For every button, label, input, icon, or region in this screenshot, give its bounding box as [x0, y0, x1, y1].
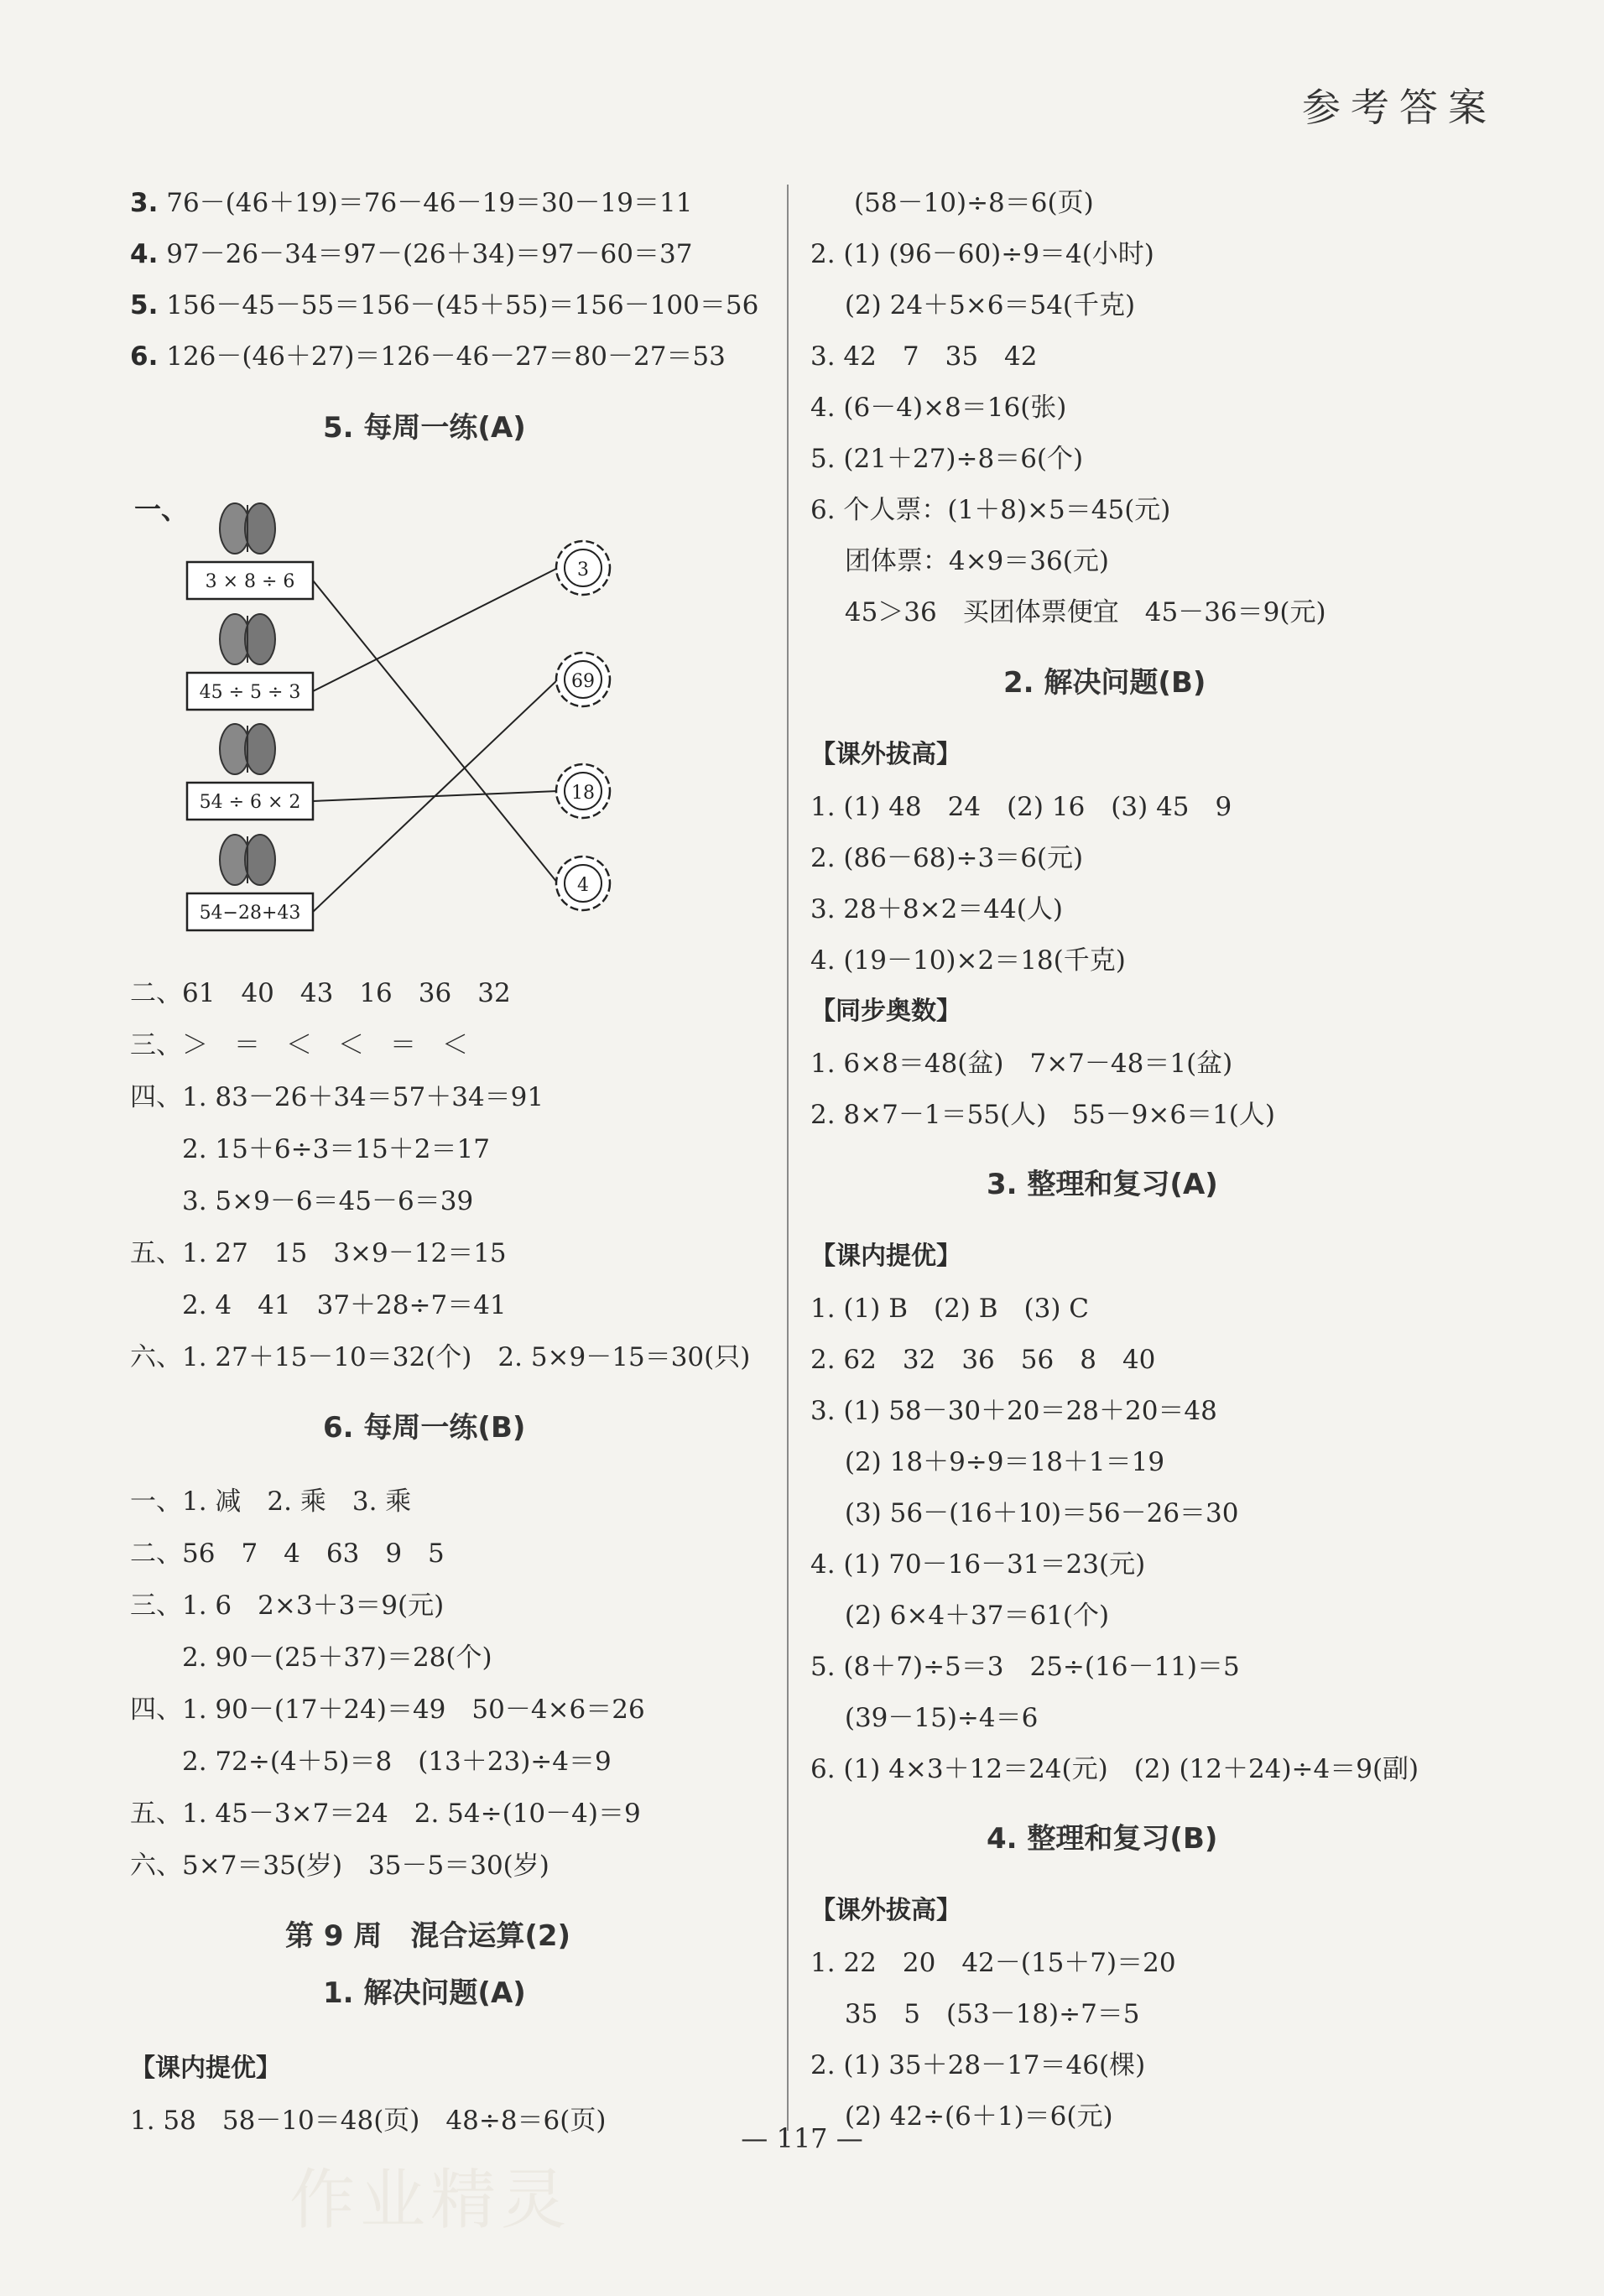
- answer-line: 三、1. 6 2×3＋3＝9(元): [130, 1591, 445, 1621]
- answer-line: 2. 90－(25＋37)＝28(个): [130, 1643, 492, 1673]
- answer-line: (39－15)÷4＝6: [810, 1703, 1039, 1733]
- bracket-heading: 【课内提优】: [810, 1242, 961, 1271]
- diagram-label: 一、: [134, 495, 189, 525]
- answer-line: 五、1. 27 15 3×9－12＝15: [130, 1238, 507, 1268]
- answer-line: 五、1. 45－3×7＝24 2. 54÷(10－4)＝9: [130, 1799, 641, 1829]
- page-number: — 117 —: [741, 2122, 863, 2154]
- butterfly-icon: [220, 503, 275, 554]
- answer-line: 二、61 40 43 16 36 32: [130, 978, 511, 1008]
- answer-line: 1. 22 20 42－(15＋7)＝20: [810, 1948, 1176, 1978]
- answer-line: 5. (21＋27)÷8＝6(个): [810, 444, 1084, 474]
- answer-line: 6. 126－(46＋27)＝126－46－27＝80－27＝53: [130, 341, 726, 372]
- page-tag: 参考答案: [1302, 85, 1497, 130]
- column-divider: [787, 185, 789, 2131]
- answer-line: 3. 42 7 35 42: [810, 341, 1038, 372]
- answer-line: 1. (1) 48 24 (2) 16 (3) 45 9: [810, 792, 1232, 822]
- section-heading: 3. 整理和复习(A): [987, 1168, 1218, 1201]
- flower-value: 18: [571, 783, 595, 804]
- answer-line: 3. 5×9－6＝45－6＝39: [130, 1186, 474, 1216]
- flower-icon: [556, 653, 610, 706]
- answer-line: 1. (1) B (2) B (3) C: [810, 1294, 1090, 1324]
- answer-line: 2. 62 32 36 56 8 40: [810, 1345, 1156, 1375]
- flower-value: 4: [577, 875, 589, 896]
- watermark: 作业精灵: [289, 2163, 572, 2238]
- section-heading: 1. 解决问题(A): [323, 1976, 526, 2010]
- answer-line: (58－10)÷8＝6(页): [854, 188, 1094, 218]
- answer-line: 3. (1) 58－30＋20＝28＋20＝48: [810, 1396, 1217, 1426]
- answer-line: 3. 76－(46＋19)＝76－46－19＝30－19＝11: [130, 188, 693, 218]
- answer-line: 二、56 7 4 63 9 5: [130, 1538, 445, 1569]
- answer-line: 4. (1) 70－16－31＝23(元): [810, 1549, 1146, 1580]
- answer-line: (2) 18＋9÷9＝18＋1＝19: [810, 1447, 1165, 1477]
- answer-line: 三、＞ ＝ ＜ ＜ ＝ ＜: [130, 1030, 468, 1060]
- answer-line: 6. (1) 4×3＋12＝24(元) (2) (12＋24)÷4＝9(副): [810, 1754, 1419, 1784]
- answer-line: (3) 56－(16＋10)＝56－26＝30: [810, 1498, 1239, 1528]
- match-line: [313, 568, 558, 691]
- flower-icon: [556, 856, 610, 910]
- flower-value: 3: [577, 560, 589, 581]
- match-line: [313, 581, 558, 883]
- answer-line: 4. 97－26－34＝97－(26＋34)＝97－60＝37: [130, 239, 693, 269]
- week-heading: 第 9 周 混合运算(2): [285, 1919, 571, 1953]
- answer-line: 2. (1) (96－60)÷9＝4(小时): [810, 239, 1154, 269]
- answer-line: 团体票：4×9＝36(元): [810, 546, 1109, 576]
- answer-line: 一、1. 减 2. 乘 3. 乘: [130, 1486, 412, 1517]
- answer-line: 四、1. 90－(17＋24)＝49 50－4×6＝26: [130, 1695, 645, 1725]
- answer-line: (2) 42÷(6＋1)＝6(元): [810, 2101, 1113, 2132]
- answer-line: 2. (1) 35＋28－17＝46(棵): [810, 2050, 1146, 2080]
- answer-line: 六、5×7＝35(岁) 35－5＝30(岁): [130, 1851, 549, 1881]
- answer-line: 2. 8×7－1＝55(人) 55－9×6＝1(人): [810, 1100, 1275, 1130]
- butterfly-icon: [220, 724, 275, 774]
- flower-icon: [556, 541, 610, 595]
- answer-line: 2. 4 41 37＋28÷7＝41: [130, 1290, 507, 1320]
- answer-line: 2. (86－68)÷3＝6(元): [810, 843, 1084, 873]
- answer-line: 4. (19－10)×2＝18(千克): [810, 945, 1126, 976]
- butterfly-icon: [220, 614, 275, 664]
- bracket-heading: 【课外拔高】: [810, 1896, 961, 1925]
- answer-line: 3. 28＋8×2＝44(人): [810, 894, 1063, 924]
- expression-box: 45 ÷ 5 ÷ 3: [199, 682, 301, 703]
- expression-box: 54 ÷ 6 × 2: [199, 792, 301, 813]
- flower-icon: [556, 764, 610, 818]
- answer-line: (2) 24＋5×6＝54(千克): [810, 290, 1136, 320]
- answer-line: 2. 15＋6÷3＝15＋2＝17: [130, 1134, 490, 1164]
- answer-line: 2. 72÷(4＋5)＝8 (13＋23)÷4＝9: [130, 1747, 612, 1777]
- section-heading: 4. 整理和复习(B): [987, 1822, 1218, 1856]
- section-heading: 5. 每周一练(A): [323, 411, 526, 445]
- answer-line: (2) 6×4＋37＝61(个): [810, 1601, 1110, 1631]
- answer-line: 6. 个人票：(1＋8)×5＝45(元): [810, 495, 1171, 525]
- answer-line: 5. (8＋7)÷5＝3 25÷(16－11)＝5: [810, 1652, 1240, 1682]
- bracket-heading: 【课内提优】: [130, 2054, 281, 2083]
- flower-value: 69: [571, 671, 595, 692]
- match-line: [313, 679, 558, 912]
- answer-line: 四、1. 83－26＋34＝57＋34＝91: [130, 1082, 544, 1112]
- answer-line: 六、1. 27＋15－10＝32(个) 2. 5×9－15＝30(只): [130, 1342, 751, 1372]
- section-heading: 6. 每周一练(B): [323, 1411, 526, 1445]
- section-heading: 2. 解决问题(B): [1003, 666, 1206, 700]
- expression-box: 3 × 8 ÷ 6: [205, 571, 295, 592]
- expression-box: 54−28+43: [199, 903, 301, 924]
- answer-line: 45＞36 买团体票便宜 45－36＝9(元): [810, 597, 1326, 627]
- bracket-heading: 【课外拔高】: [810, 740, 961, 769]
- answer-line: 5. 156－45－55＝156－(45＋55)＝156－100＝56: [130, 290, 759, 320]
- matching-diagram: [130, 495, 650, 965]
- answer-line: 35 5 (53－18)÷7＝5: [810, 1999, 1140, 2029]
- answer-line: 1. 6×8＝48(盆) 7×7－48＝1(盆): [810, 1049, 1233, 1079]
- answer-line: 1. 58 58－10＝48(页) 48÷8＝6(页): [130, 2106, 607, 2136]
- answer-line: 4. (6－4)×8＝16(张): [810, 393, 1067, 423]
- bracket-heading: 【同步奥数】: [810, 997, 961, 1026]
- matching-diagram-svg: [130, 495, 650, 965]
- butterfly-icon: [220, 835, 275, 885]
